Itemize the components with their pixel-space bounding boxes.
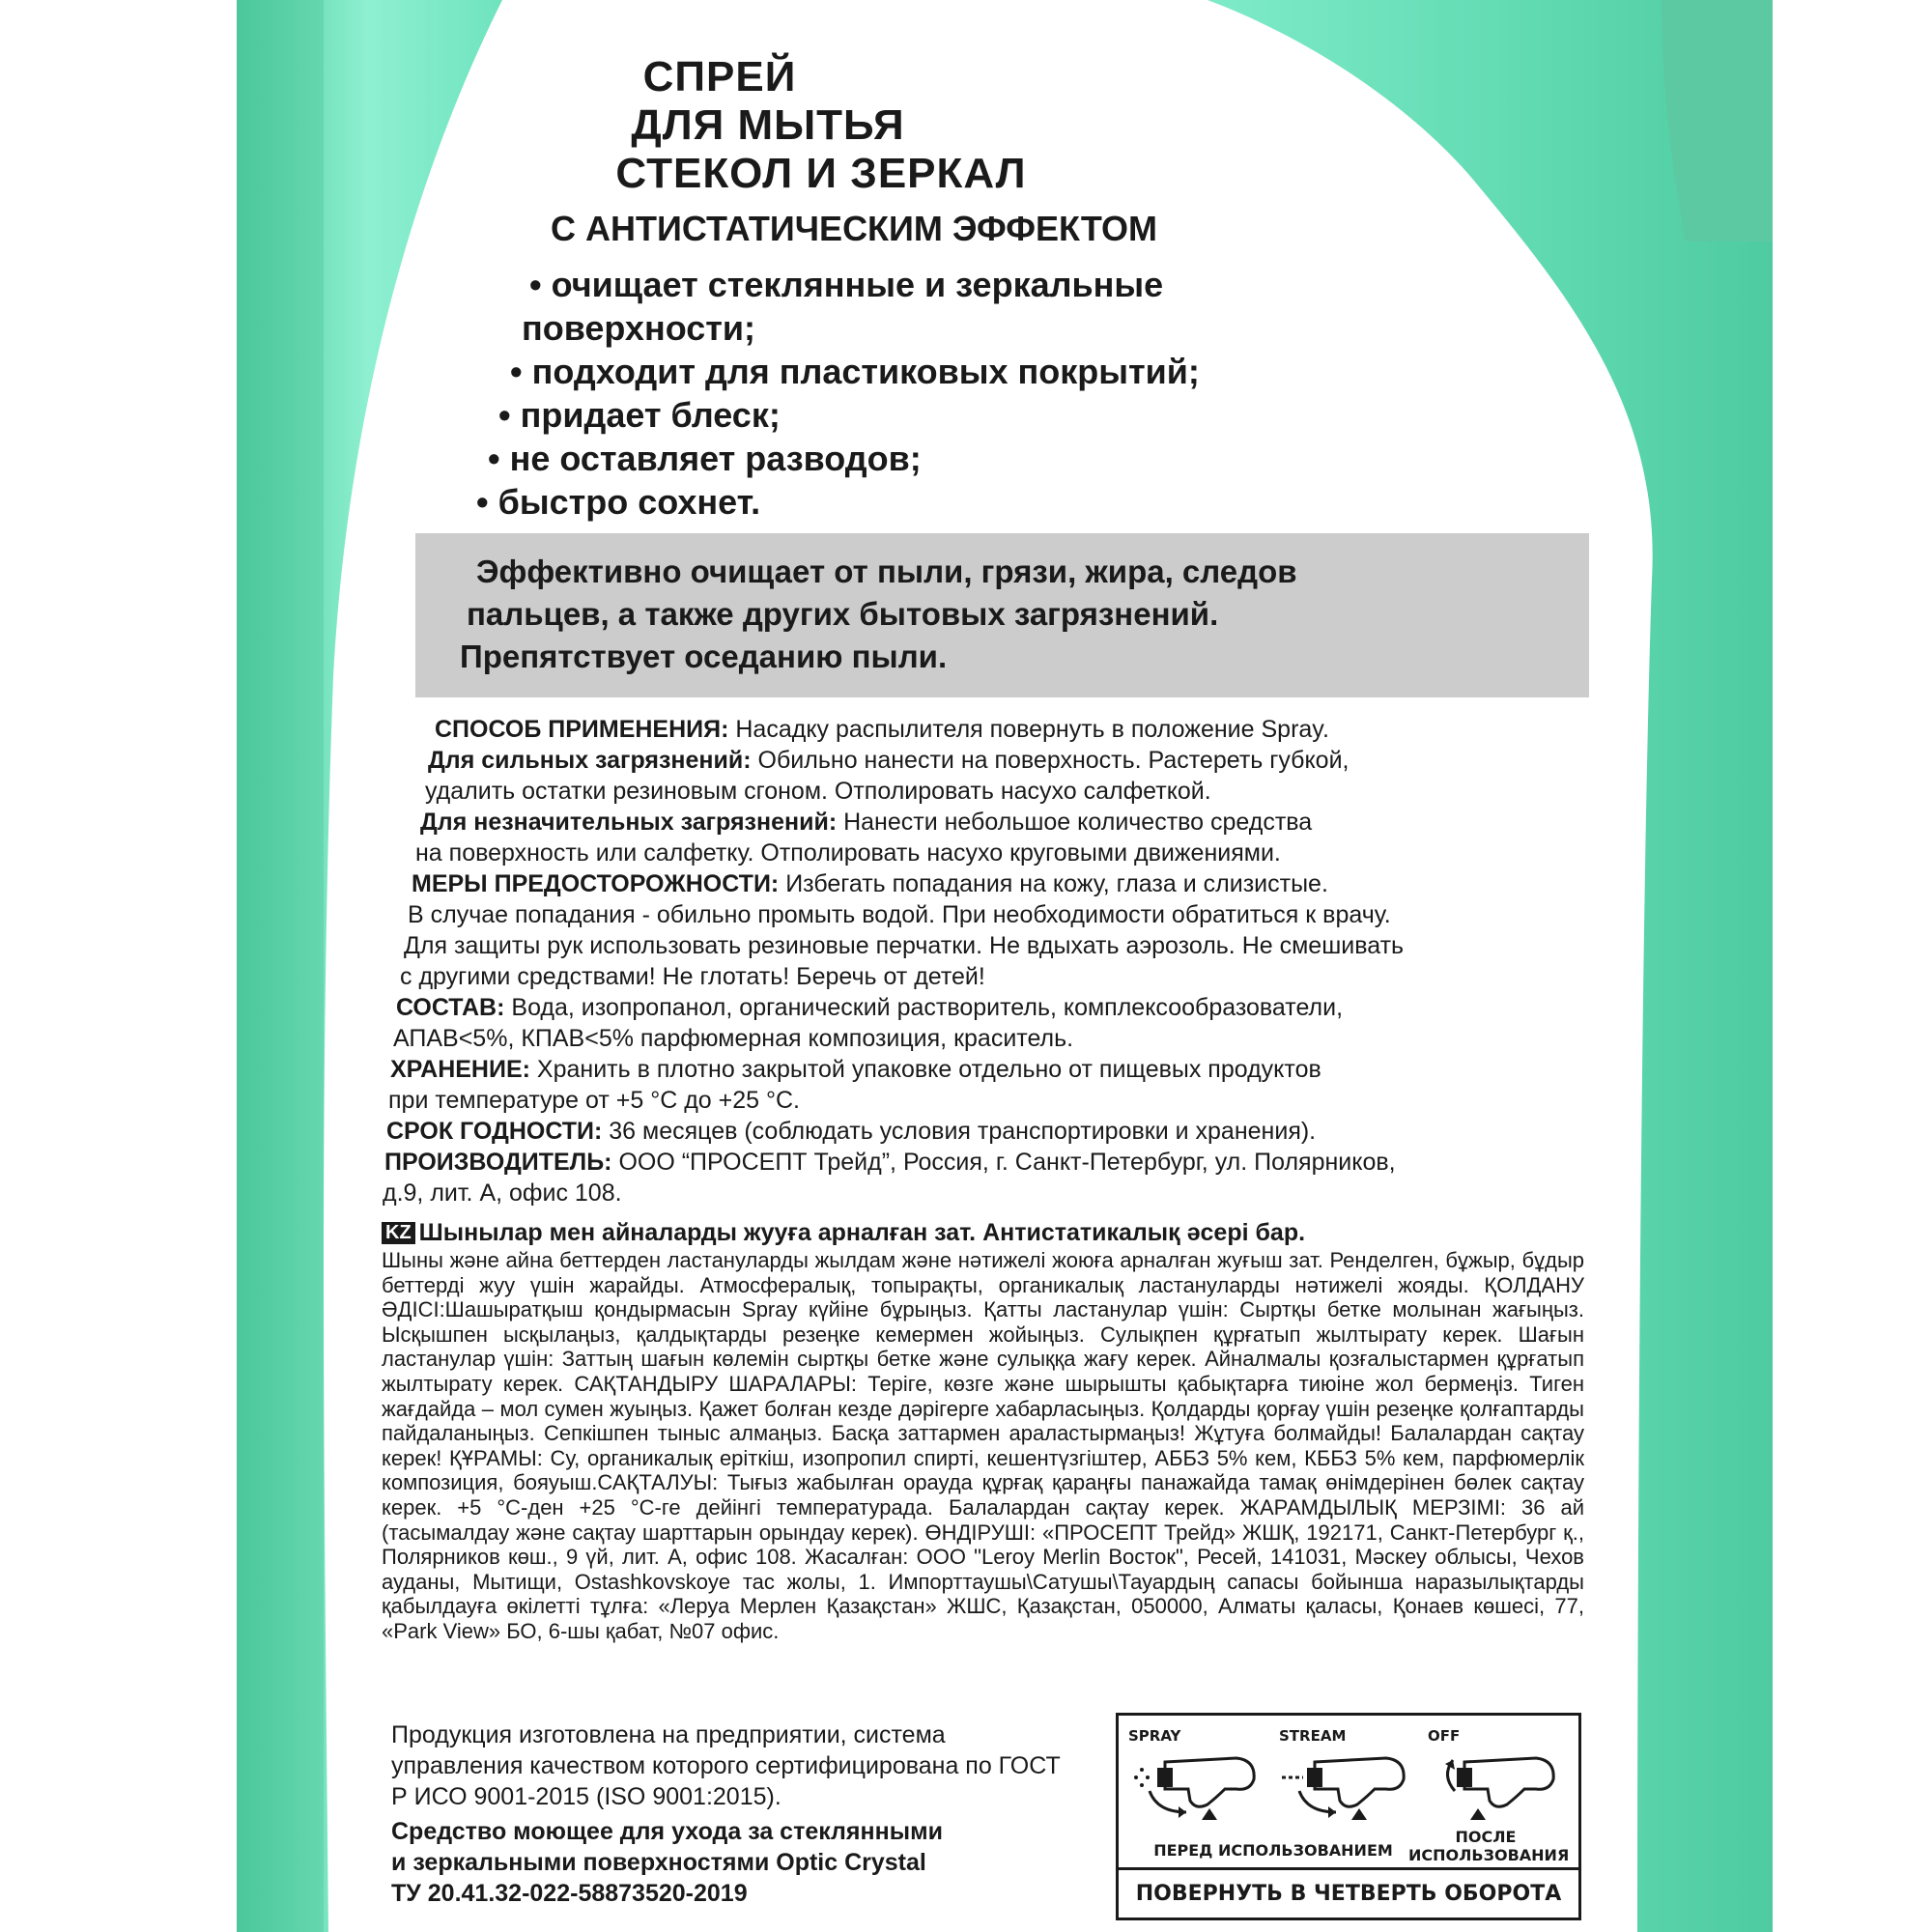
instr-line-2: Для сильных загрязнений: Обильно нанести на поверхность. Растереть губкой, [428,747,1350,774]
product-name-line-1: Средство моющее для ухода за стеклянными [391,1818,943,1845]
bullet-3: • придает блеск; [498,395,781,435]
nozzle-stream-label: STREAM [1279,1727,1347,1745]
instr-line-7: В случае попадания - обильно промыть водой. При необходимости обратиться к врачу. [408,901,1391,928]
nozzle-off-label: OFF [1428,1727,1461,1745]
bullet-2: • подходит для пластиковых покрытий; [510,352,1200,391]
nozzle-spray-label: SPRAY [1128,1727,1181,1745]
kz-heading: KZ Шынылар мен айналарды жууға арналған зат. Антистатикалық әсері бар. [382,1219,1305,1247]
bullet-1-cont: поверхности; [522,308,755,348]
instr-line-13: при температуре от +5 °С до +25 °С. [388,1087,801,1114]
kz-badge: KZ [382,1222,415,1244]
instr-line-15: ПРОИЗВОДИТЕЛЬ: ООО “ПРОСЕПТ Трейд”, Россия, г. Санкт-Петербург, ул. Полярников, [384,1149,1396,1176]
instr-line-5: на поверхность или салфетку. Отполировать насухо круговыми движениями. [415,839,1281,867]
instr-line-10: СОСТАВ: Вода, изопропанол, органический растворитель, комплексообразователи, [396,994,1344,1021]
highlight-line-1: Эффективно очищает от пыли, грязи, жира, следов [476,554,1297,589]
highlight-line-3: Препятствует оседанию пыли. [460,639,948,674]
nozzle-instructions [1116,1713,1581,1920]
kz-body: Шыны және айна беттерден ластануларды жылдам және нәтижелі жоюға арналған жуғыш зат. Ренделген, бұжыр, бұдыр беттерді жуу үшін жарайды. Атмосфералық, топырақты, органикалық ластануларды нәтижелі жояды. ҚОЛДАНУ ӘДІСІ:Шашыратқыш қондырмасын Spray күйіне бұрыңыз. Қатты ластанулар үшін: Сыртқы бетке молынан жағыңыз. Ысқышпен ысқылаңыз, қалдықтарды резеңке кемермен жойыңыз. Сулықпен құрғатып жылтырату керек. Шағын ластанулар үшін: Заттың шағын көлемін сыртқы бетке және сулыққа жағу керек. Айналмалы қозғалыстармен құрғатып жылтырату керек. САҚТАНДЫРУ ШАРАЛАРЫ: Теріге, көзге және шырышты қабықтарға тиюіне жол бермеңіз. Тиген жағдайда – мол сумен жуыңыз. Қажет болған кезде дәрігерге хабарласыңыз. Қолдарды қорғау үшін резеңке қолғаптарды пайдаланыңыз. Сепкішпен тыныс алмаңыз. Басқа заттармен араластырмаңыз! Жұтуға болмайды! Балалардан сақтау керек! ҚҰРАМЫ: Су, органикалық еріткіш, изопропил спирті, кешентүзгіштер, АББЗ 5% кем, КББЗ 5% кем, парфюмерлік композиция, бояуыш.САҚТАЛУЫ: Тығыз жабылған орауда құрғақ қараңғы панажайда тамақ өнімдерінен бөлек сақтау керек. +5 °С-ден +25 °С-ге дейінгі температурада. Балалардан сақтау керек. ЖАРАМДЫЛЫҚ МЕРЗІМІ: 36 ай (тасымалдау және сақтау шарттарын орындау керек). ӨНДІРУШІ: «ПРОСЕПТ Трейд» ЖШҚ, 192171, Санкт-Петербург қ., Полярников көш., 9 үй, лит. А, офис 108. Жасалған: ООО "Leroy Merlin Восток", Ресей, 141031, Мәскеу облысы, Чехов ауданы, Мытищи, Ostashkovskoye тас жолы, 1. Импорттаушы\Сатушы\Тауардың сапасы бойынша наразылықтарды қабылдауға өкілетті тұлға: «Леруа Мерлен Қазақстан» ЖШС, Қазақстан, 050000, Алматы қаласы, Қонаев көшесі, 77, «Park View» БО, 6-шы қабат, №07 офис. [382,1248,1584,1643]
product-name [391,1816,1087,1909]
title-line-1: СПРЕЙ [642,53,797,100]
title-line-3: СТЕКОЛ И ЗЕРКАЛ [615,150,1027,197]
product-name-line-2: и зеркальными поверхностями Optic Crystal [391,1849,926,1876]
instr-line-16: д.9, лит. А, офис 108. [383,1179,622,1207]
bullet-5: • быстро сохнет. [476,482,761,522]
instr-line-14: СРОК ГОДНОСТИ: 36 месяцев (соблюдать условия транспортировки и хранения). [386,1118,1317,1145]
title-subtitle: С АНТИСТАТИЧЕСКИМ ЭФФЕКТОМ [551,209,1157,248]
instr-line-8: Для защиты рук использовать резиновые перчатки. Не вдыхать аэрозоль. Не смешивать [404,932,1405,959]
instr-line-6: МЕРЫ ПРЕДОСТОРОЖНОСТИ: Избегать попадания на кожу, глаза и слизистые. [412,870,1328,897]
instr-line-12: ХРАНЕНИЕ: Хранить в плотно закрытой упаковке отдельно от пищевых продуктов [390,1056,1321,1083]
instr-line-9: с другими средствами! Не глотать! Беречь от детей! [400,963,985,990]
nozzle-spray-icon [1128,1752,1264,1820]
bullet-1: • очищает стеклянные и зеркальные [529,265,1164,304]
instr-line-1: СПОСОБ ПРИМЕНЕНИЯ: Насадку распылителя повернуть в положение Spray. [435,716,1329,743]
certification-text: Продукция изготовлена на предприятии, система управления качеством которого сертифицирована по ГОСТ Р ИСО 9001-2015 (ISO 9001:2015). [391,1721,1061,1810]
instr-line-11: АПАВ<5%, КПАВ<5% парфюмерная композиция, краситель. [393,1025,1074,1052]
instr-line-3: удалить остатки резиновым сгоном. Отполировать насухо салфеткой. [425,778,1211,805]
instr-line-4: Для незначительных загрязнений: Нанести небольшое количество средства [420,809,1313,836]
bullet-4: • не оставляет разводов; [488,439,922,478]
rotate-quarter-turn-label: ПОВЕРНУТЬ В ЧЕТВЕРТЬ ОБОРОТА [1119,1867,1578,1918]
highlight-line-2: пальцев, а также других бытовых загрязнений. [467,596,1219,632]
nozzle-stream-icon [1278,1752,1413,1820]
title-line-2: ДЛЯ МЫТЬЯ [631,101,905,149]
product-spec: ТУ 20.41.32-022-58873520-2019 [391,1880,748,1907]
after-use-caption: ПОСЛЕ ИСПОЛЬЗОВАНИЯ [1408,1828,1570,1864]
nozzle-off-icon [1428,1752,1563,1820]
before-use-caption: ПЕРЕД ИСПОЛЬЗОВАНИЕМ [1153,1841,1393,1860]
